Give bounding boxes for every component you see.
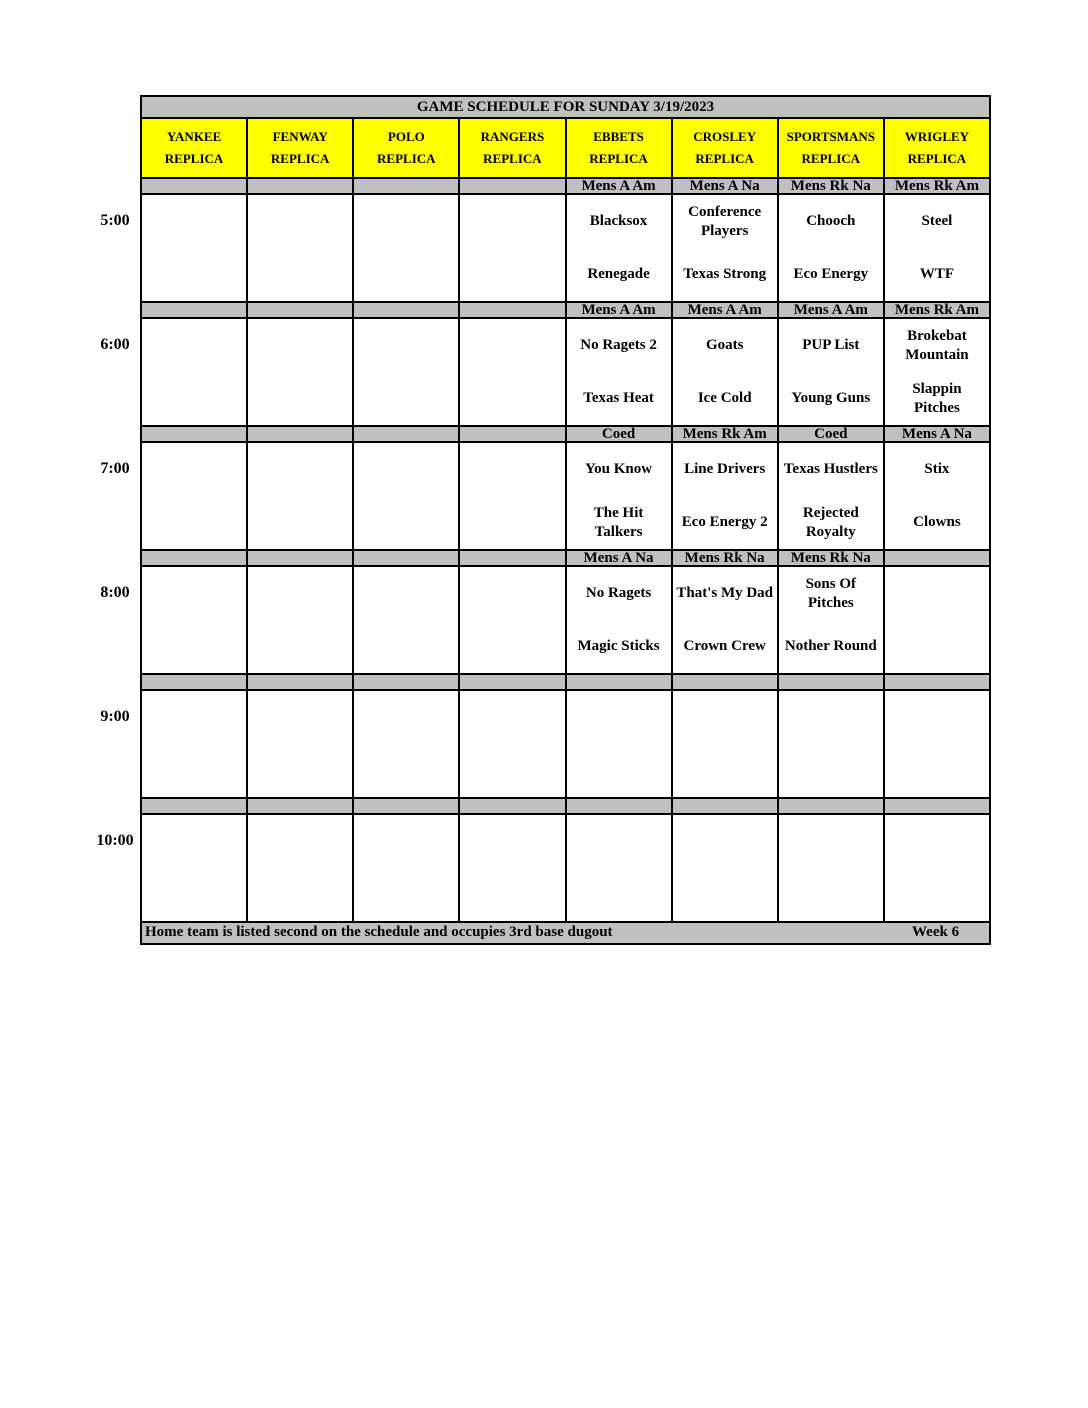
away-team [885,567,989,620]
field-subtitle: REPLICA [270,151,330,166]
home-team [248,620,352,673]
away-team [779,815,883,868]
field-name: EBBETS [593,129,644,144]
away-team: Stix [924,461,950,477]
division-label: Mens Rk Am [672,426,778,442]
division-label [353,302,459,318]
division-row [141,674,990,690]
away-team [885,691,989,744]
away-team [142,443,246,496]
division-label [459,674,565,690]
division-label [141,798,247,814]
division-label [672,674,778,690]
away-team [248,567,352,620]
division-row [141,178,990,194]
home-team [354,744,458,797]
home-team: Eco Energy 2 [681,514,768,530]
game-cell [884,318,990,426]
home-team [354,248,458,301]
home-team: Young Guns [791,390,871,406]
home-team [142,744,246,797]
away-team [460,691,564,744]
home-team: Magic Sticks [577,638,660,654]
division-label: Coed [566,426,672,442]
away-team [248,195,352,248]
home-team: Eco Energy [793,266,869,282]
game-cell [459,690,565,798]
home-team [460,496,564,549]
game-cell [247,690,353,798]
away-team [885,815,989,868]
division-label [778,674,884,690]
game-cell [884,566,990,674]
game-cell [247,442,353,550]
game-cell [247,194,353,302]
game-cell [566,566,672,674]
away-team [354,319,458,372]
away-team: Chooch [806,213,856,229]
game-cell [459,194,565,302]
time-label: 5:00 [100,212,130,229]
division-label [247,550,353,566]
away-team [248,815,352,868]
footer-row [141,922,990,944]
game-row [141,318,990,426]
time-label: 9:00 [100,708,130,725]
away-team [142,319,246,372]
game-cell [247,318,353,426]
home-team [142,248,246,301]
home-team [354,496,458,549]
footer [141,922,990,944]
division-label [566,798,672,814]
division-row [141,550,990,566]
division-label [778,798,884,814]
away-team [354,567,458,620]
game-cell [778,442,884,550]
division-label [884,798,990,814]
division-label [353,798,459,814]
game-cell [884,690,990,798]
time-label: 6:00 [100,336,130,353]
field-header-row [141,118,990,178]
away-team [460,443,564,496]
field-name: YANKEE [166,129,222,144]
game-cell [672,442,778,550]
division-label: Coed [778,426,884,442]
home-team [460,744,564,797]
field-name: POLO [387,129,425,144]
field-name: CROSLEY [693,129,757,144]
away-team: Goats [705,337,744,353]
home-team: Texas Strong [683,266,767,282]
game-cell [672,318,778,426]
away-team [142,195,246,248]
game-cell [778,690,884,798]
game-cell [459,318,565,426]
home-team [460,248,564,301]
home-team: Slappin Pitches [912,380,962,416]
division-label [459,550,565,566]
home-team: Ice Cold [697,390,752,406]
game-row [141,690,990,798]
game-cell [884,814,990,922]
division-label [672,798,778,814]
home-team [354,372,458,425]
game-cell [141,442,247,550]
division-label: Mens Rk Na [778,550,884,566]
away-team: You Know [585,461,653,477]
field-subtitle: REPLICA [164,151,224,166]
game-cell [459,814,565,922]
game-row [141,814,990,922]
game-row [141,194,990,302]
game-cell [353,566,459,674]
division-label: Mens Rk Am [884,178,990,194]
home-team: Nother Round [784,638,877,654]
home-team: Clowns [913,514,961,530]
home-team [885,620,989,673]
game-cell [353,318,459,426]
division-label [353,674,459,690]
game-cell [566,814,672,922]
away-team [248,319,352,372]
time-label: 8:00 [100,584,130,601]
away-team: No Ragets 2 [580,337,657,353]
field-header-yankee [141,118,247,178]
division-label [141,550,247,566]
field-header-rangers [459,118,565,178]
home-team [142,868,246,921]
division-label: Mens Rk Am [884,302,990,318]
division-label [353,426,459,442]
division-row [141,302,990,318]
home-team [460,868,564,921]
away-team [142,815,246,868]
division-label: Mens A Am [566,178,672,194]
game-cell [672,814,778,922]
away-team [142,567,246,620]
field-header-fenway [247,118,353,178]
game-cell [353,814,459,922]
division-label [459,426,565,442]
field-subtitle: REPLICA [695,151,754,166]
away-team [673,815,777,868]
home-team [567,744,671,797]
field-header-wrigley [884,118,990,178]
time-label: 10:00 [96,832,134,849]
division-label [247,426,353,442]
home-team [248,248,352,301]
division-label: Mens A Am [778,302,884,318]
away-team: Brokebat Mountain [905,327,969,363]
away-team [354,195,458,248]
division-label [459,798,565,814]
home-team [248,744,352,797]
game-cell [141,814,247,922]
game-cell [778,318,884,426]
home-team: Rejected Royalty [802,504,859,540]
field-header-ebbets [566,118,672,178]
field-subtitle: REPLICA [483,151,542,166]
home-team [885,744,989,797]
game-cell [353,442,459,550]
game-cell [353,194,459,302]
away-team: Texas Hustlers [783,461,878,477]
division-label: Mens A Na [566,550,672,566]
field-header-polo [353,118,459,178]
away-team [567,815,671,868]
division-label [141,674,247,690]
away-team: Line Drivers [684,461,766,477]
home-team: The Hit Talkers [593,504,644,540]
away-team [460,815,564,868]
division-label [247,674,353,690]
away-team [460,195,564,248]
game-cell [247,814,353,922]
home-team [248,868,352,921]
away-team [354,443,458,496]
home-team [460,372,564,425]
division-label: Mens Rk Na [672,550,778,566]
division-label: Mens A Am [672,302,778,318]
game-cell [141,318,247,426]
division-label [353,178,459,194]
game-cell [778,566,884,674]
away-team [354,815,458,868]
schedule-table [140,95,991,945]
home-team [142,496,246,549]
away-team: That's My Dad [676,585,774,601]
home-team [248,496,352,549]
division-row [141,798,990,814]
game-cell [672,566,778,674]
away-team [460,567,564,620]
game-cell [141,690,247,798]
field-header-sportsmans [778,118,884,178]
home-team [354,620,458,673]
game-cell [141,566,247,674]
division-label [353,550,459,566]
home-team: Crown Crew [683,638,766,654]
home-team [460,620,564,673]
game-cell [566,318,672,426]
field-subtitle: REPLICA [589,151,648,166]
title-row [141,96,990,118]
division-label [247,302,353,318]
home-team [567,868,671,921]
home-team: WTF [919,266,955,282]
away-team [142,691,246,744]
game-row [141,566,990,674]
field-subtitle: REPLICA [801,151,861,166]
game-cell [884,194,990,302]
away-team: PUP List [802,337,860,353]
away-team [460,319,564,372]
division-label: Mens A Am [566,302,672,318]
field-name: SPORTSMANS [786,129,876,144]
game-cell [884,442,990,550]
game-cell [778,194,884,302]
away-team: Sons Of Pitches [805,575,857,611]
game-cell [566,690,672,798]
time-label: 7:00 [100,460,130,477]
division-label [459,302,565,318]
division-label: Mens A Na [672,178,778,194]
away-team [673,691,777,744]
division-label: Mens A Na [884,426,990,442]
division-label [459,178,565,194]
division-label [141,302,247,318]
schedule-sheet [140,95,991,945]
division-label [247,178,353,194]
away-team [248,691,352,744]
field-name: RANGERS [480,129,545,144]
away-team [354,691,458,744]
division-label [247,798,353,814]
home-team: Texas Heat [583,390,654,406]
game-cell [566,442,672,550]
home-team [779,744,883,797]
game-cell [353,690,459,798]
division-label [141,426,247,442]
game-row [141,442,990,550]
division-label [566,674,672,690]
game-cell [778,814,884,922]
division-row [141,426,990,442]
home-team [779,868,883,921]
away-team: Blacksox [589,213,648,229]
home-team [142,372,246,425]
division-label [884,674,990,690]
home-team [673,868,777,921]
away-team: Steel [921,213,953,229]
game-cell [247,566,353,674]
away-team: Conference Players [688,203,762,239]
away-team: No Ragets [585,585,652,601]
game-cell [141,194,247,302]
home-team [248,372,352,425]
game-cell [672,194,778,302]
field-name: WRIGLEY [904,129,970,144]
home-team [142,620,246,673]
field-header-crosley [672,118,778,178]
week-label: Week 6 [912,924,960,940]
game-cell [459,566,565,674]
home-team [354,868,458,921]
division-label: Mens Rk Na [778,178,884,194]
away-team [248,443,352,496]
footer-note: Home team is listed second on the schedule and occupies 3rd base dugout [145,924,613,940]
schedule-title: GAME SCHEDULE FOR SUNDAY 3/19/2023 [141,96,990,118]
field-name: FENWAY [272,129,328,144]
field-subtitle: REPLICA [377,151,436,166]
game-cell [459,442,565,550]
field-subtitle: REPLICA [907,151,967,166]
game-cell [566,194,672,302]
away-team [779,691,883,744]
division-label [884,550,990,566]
home-team: Renegade [587,266,650,282]
division-label [141,178,247,194]
home-team [673,744,777,797]
game-cell [672,690,778,798]
home-team [885,868,989,921]
away-team [567,691,671,744]
